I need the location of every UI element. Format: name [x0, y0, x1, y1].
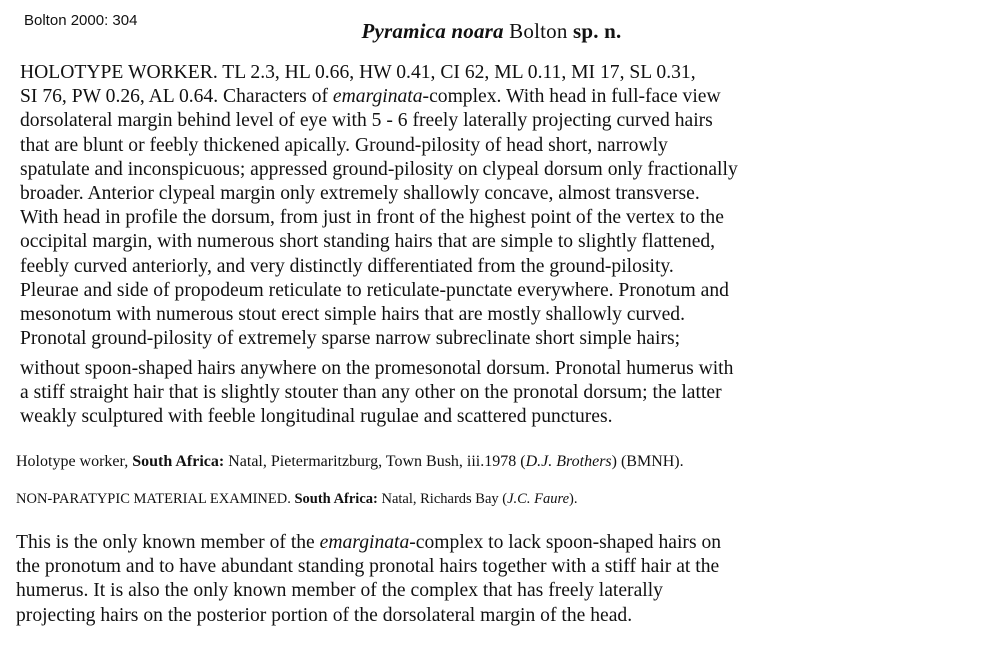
description-line: With head in profile the dorsum, from just in front of the highest point of the vertex to the — [20, 207, 724, 229]
species-author: Bolton — [509, 19, 568, 43]
description-line: weakly sculptured with feeble longitudinal rugulae and scattered punctures. — [20, 406, 613, 428]
description-line: dorsolateral margin behind level of eye with 5 - 6 freely laterally projecting curved hairs — [20, 110, 713, 132]
non-paratypic-country: South Africa: — [294, 491, 378, 507]
description-line: Pronotal ground-pilosity of extremely sparse narrow subreclinate short simple hairs; — [20, 328, 681, 350]
description-line: HOLOTYPE WORKER. TL 2.3, HL 0.66, HW 0.41, CI 62, ML 0.11, MI 17, SL 0.31, — [20, 62, 696, 83]
page-title — [0, 19, 983, 44]
description-line: a stiff straight hair that is slightly stouter than any other on the pronotal dorsum; the latter — [20, 382, 722, 404]
remarks-line: projecting hairs on the posterior portion of the dorsolateral margin of the head. — [16, 604, 633, 626]
holotype-repository: (BMNH). — [620, 453, 684, 470]
holotype-label: Holotype worker, — [16, 453, 129, 470]
description-line: spatulate and inconspicuous; appressed ground-pilosity on clypeal dorsum only fractionally — [20, 158, 738, 180]
description-line: mesonotum with numerous stout erect simple hairs that are mostly shallowly curved. — [20, 304, 685, 326]
description-line: broader. Anterior clypeal margin only extremely shallowly concave, almost transverse. — [20, 183, 700, 205]
non-paratypic-collector: J.C. Faure — [507, 491, 570, 507]
holotype-country: South Africa: — [132, 453, 225, 470]
remarks-line: This is the only known member of the emarginata-complex to lack spoon-shaped hairs on — [16, 532, 722, 553]
description-continuation — [20, 357, 940, 430]
remarks-line: the pronotum and to have abundant standing pronotal hairs together with a stiff hair at the — [16, 556, 720, 578]
non-paratypic-line: NON-PARATYPIC MATERIAL EXAMINED. South Africa: Natal, Richards Bay (J.C. Faure). — [16, 491, 578, 507]
remarks-line: humerus. It is also the only known member of the complex that has freely laterally — [16, 580, 663, 602]
remarks-paragraph — [16, 531, 941, 628]
holotype-record — [16, 452, 946, 472]
description-line: SI 76, PW 0.26, AL 0.64. Characters of emarginata-complex. With head in full-face view — [20, 86, 721, 108]
description-line: occipital margin, with numerous short standing hairs that are simple to slightly flattened, — [20, 231, 716, 253]
species-status: sp. n. — [573, 19, 622, 43]
holotype-locality: Natal, Pietermaritzburg, Town Bush, iii.1978 — [228, 453, 517, 470]
description-line: without spoon-shaped hairs anywhere on the promesonotal dorsum. Pronotal humerus with — [20, 358, 734, 379]
non-paratypic-record — [16, 490, 946, 508]
citation: Bolton 2000: 304 — [24, 12, 138, 29]
description-line: feebly curved anteriorly, and very distinctly differentiated from the ground-pilosity. — [20, 255, 674, 277]
non-paratypic-locality: Natal, Richards Bay — [381, 491, 499, 507]
holotype-line: Holotype worker, South Africa: Natal, Pietermaritzburg, Town Bush, iii.1978 (D.J. Brothers) (BMNH). — [16, 453, 684, 470]
description-line: Pleurae and side of propodeum reticulate to reticulate-punctate everywhere. Pronotum and — [20, 279, 729, 301]
species-name: Pyramica noara — [361, 19, 504, 43]
non-paratypic-label: NON-PARATYPIC MATERIAL EXAMINED. — [16, 491, 291, 507]
description-line: that are blunt or feebly thickened apically. Ground-pilosity of head short, narrowly — [20, 134, 668, 156]
holotype-collector: D.J. Brothers — [525, 453, 612, 470]
description-paragraph — [20, 61, 940, 351]
